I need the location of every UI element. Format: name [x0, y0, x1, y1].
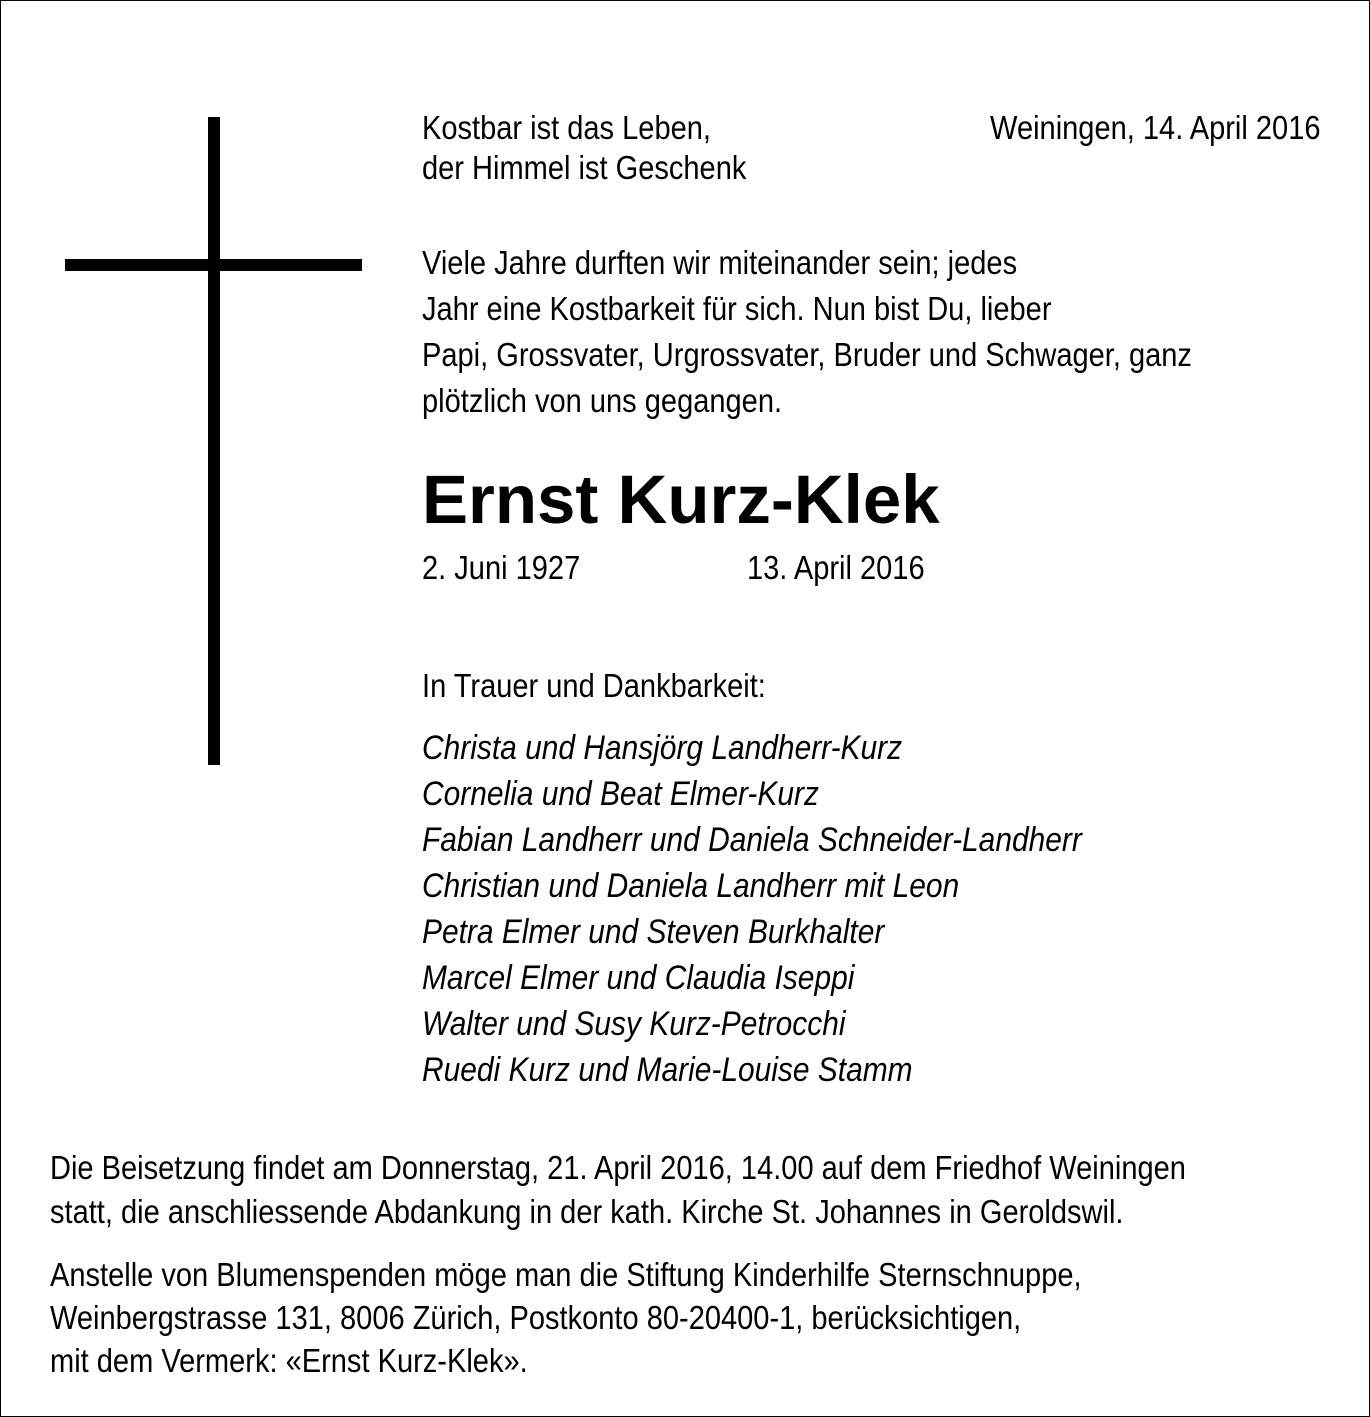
donation-line: mit dem Vermerk: «Ernst Kurz-Klek». — [50, 1342, 528, 1379]
intro-line: Viele Jahre durften wir miteinander sein; jedes — [422, 244, 1018, 281]
cross-icon-crossbar — [65, 259, 362, 271]
birth-date: 2. Juni 1927 — [422, 549, 581, 586]
motto-line: der Himmel ist Geschenk — [422, 149, 747, 186]
mourner-entry: Cornelia und Beat Elmer-Kurz — [422, 775, 819, 813]
intro-line: plötzlich von uns gegangen. — [422, 382, 783, 419]
motto-line: Kostbar ist das Leben, — [422, 109, 711, 146]
mourner-entry: Christian und Daniela Landherr mit Leon — [422, 867, 960, 905]
mourners-list — [422, 725, 1082, 1093]
donation-line: Weinbergstrasse 131, 8006 Zürich, Postkonto 80-20400-1, berücksichtigen, — [50, 1299, 1022, 1336]
mourner-entry: Ruedi Kurz und Marie-Louise Stamm — [422, 1051, 913, 1089]
burial-line: statt, die anschliessende Abdankung in der kath. Kirche St. Johannes in Geroldswil. — [50, 1193, 1124, 1230]
motto — [422, 108, 746, 188]
intro-text — [422, 240, 1192, 424]
burial-notice — [50, 1146, 1186, 1234]
death-date: 13. April 2016 — [747, 549, 925, 586]
deceased-name: Ernst Kurz-Klek — [422, 461, 940, 538]
intro-line: Jahr eine Kostbarkeit für sich. Nun bist Du, lieber — [422, 290, 1052, 327]
intro-line: Papi, Grossvater, Urgrossvater, Bruder und Schwager, ganz — [422, 336, 1192, 373]
donation-line: Anstelle von Blumenspenden möge man die Stiftung Kinderhilfe Sternschnuppe, — [50, 1256, 1082, 1293]
burial-line: Die Beisetzung findet am Donnerstag, 21. April 2016, 14.00 auf dem Friedhof Weiningen — [50, 1149, 1186, 1186]
mourner-entry: Petra Elmer und Steven Burkhalter — [422, 913, 885, 951]
cross-icon — [208, 117, 220, 765]
place-and-date: Weiningen, 14. April 2016 — [989, 109, 1320, 146]
donation-notice — [50, 1253, 1082, 1382]
mourner-entry: Christa und Hansjörg Landherr-Kurz — [422, 729, 903, 767]
mourner-entry: Marcel Elmer und Claudia Iseppi — [422, 959, 855, 997]
mourning-heading: In Trauer und Dankbarkeit: — [422, 667, 766, 704]
mourner-entry: Walter und Susy Kurz-Petrocchi — [422, 1005, 846, 1043]
mourner-entry: Fabian Landherr und Daniela Schneider-Landherr — [422, 821, 1082, 859]
